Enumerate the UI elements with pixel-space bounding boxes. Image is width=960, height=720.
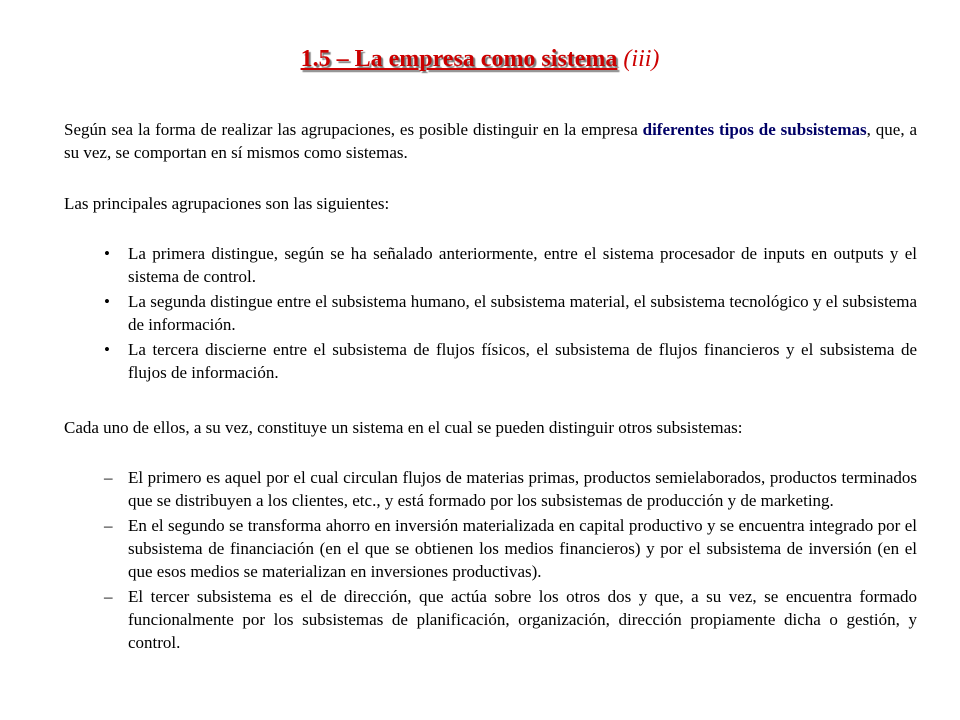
- intro-paragraph: [64, 118, 917, 164]
- dash-item: – En el segundo se transforma ahorro en inversión materializada en capital productivo y se encuentra integrado por el subsistema de financiación (en el que se obtienen los medios financieros) y por el subsistema de inversión (en el que esos medios se materializan en inversiones productivas).: [64, 514, 917, 583]
- dash-item: – El primero es aquel por el cual circulan flujos de materias primas, productos semielaborados, productos terminados que se distribuyen a los clientes, etc., y está formado por los subsistemas de producción y de marketing.: [64, 466, 917, 512]
- dash-list: [64, 466, 917, 656]
- bullet-list: [64, 242, 917, 386]
- intro-highlight: diferentes tipos de subsistemas: [642, 120, 867, 139]
- intro-text-after: , que, a su vez, se comportan en sí mismos como sistemas.: [64, 120, 917, 162]
- cada-uno-paragraph: Cada uno de ellos, a su vez, constituye un sistema en el cual se pueden distinguir otros subsistemas:: [64, 418, 743, 437]
- slide-title-main: 1.5 – La empresa como sistema: [300, 46, 618, 72]
- intro-text-before: Según sea la forma de realizar las agrupaciones, es posible distinguir en la empresa: [64, 120, 643, 139]
- dash-item: – El tercer subsistema es el de dirección, que actúa sobre los otros dos y que, a su vez, se encuentra formado funcionalmente por los subsistemas de planificación, organización, dirección propiamente dicha o gestión, y control.: [64, 585, 917, 654]
- slide-title: [0, 44, 960, 74]
- slide-title-suffix: (iii): [623, 46, 660, 72]
- bullet-item: • La tercera discierne entre el subsistema de flujos físicos, el subsistema de flujos financieros y el subsistema de flujos de información.: [64, 338, 917, 384]
- principales-paragraph: Las principales agrupaciones son las siguientes:: [64, 194, 390, 213]
- bullet-item: • La primera distingue, según se ha señalado anteriormente, entre el sistema procesador de inputs en outputs y el sistema de control.: [64, 242, 917, 288]
- bullet-item: • La segunda distingue entre el subsistema humano, el subsistema material, el subsistema tecnológico y el subsistema de información.: [64, 290, 917, 336]
